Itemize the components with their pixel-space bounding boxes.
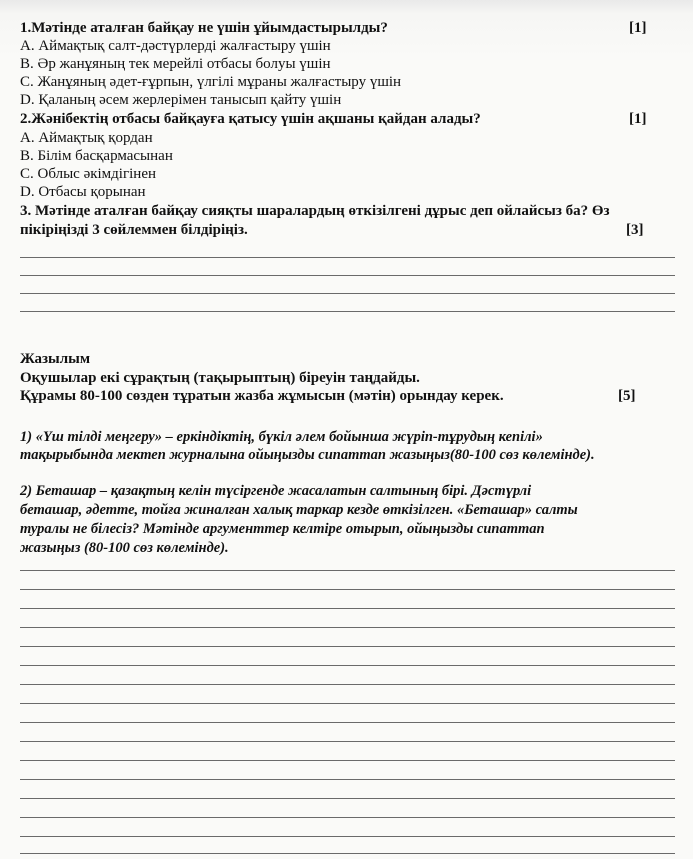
answer-line[interactable] <box>20 589 675 590</box>
answer-line[interactable] <box>20 684 675 685</box>
answer-line[interactable] <box>20 836 675 837</box>
answer-line[interactable] <box>20 608 675 609</box>
topic-1-line-1: 1) «Үш тілді меңгеру» – еркіндіктің, бүкіл әлем бойынша жүріп-тұрудың кепілі» <box>20 429 543 445</box>
answer-line[interactable] <box>20 665 675 666</box>
answer-line[interactable] <box>20 779 675 780</box>
question-3-mark: [3] <box>626 222 644 238</box>
answer-line[interactable] <box>20 275 675 276</box>
answer-line[interactable] <box>20 741 675 742</box>
question-3-line-1: 3. Мәтінде аталған байқау сияқты шаралардың өткізілгені дұрыс деп ойлайсыз ба? Өз <box>20 203 610 219</box>
answer-line[interactable] <box>20 760 675 761</box>
question-3-line-2: пікіріңізді 3 сөйлеммен білдіріңіз. <box>20 222 248 238</box>
answer-line[interactable] <box>20 646 675 647</box>
question-2-option-d: D. Отбасы қорынан <box>20 184 146 200</box>
topic-2-line-1: 2) Беташар – қазақтың келін түсіргенде жасалатын салтының бірі. Дәстүрлі <box>20 483 532 499</box>
answer-line[interactable] <box>20 722 675 723</box>
topic-2-line-3: туралы не білесіз? Мәтінде аргументтер келтіре отырып, ойыңызды сипаттап <box>20 521 545 537</box>
question-1-option-a: A. Аймақтық салт-дәстүрлерді жалғастыру үшін <box>20 38 331 54</box>
writing-instruction-1: Оқушылар екі сұрақтың (тақырыптың) біреуін таңдайды. <box>20 370 420 386</box>
question-2-option-a: A. Аймақтық қордан <box>20 130 153 146</box>
question-2-option-b: B. Білім басқармасынан <box>20 148 173 164</box>
writing-mark: [5] <box>618 388 636 404</box>
answer-line[interactable] <box>20 853 675 854</box>
writing-instruction-2: Құрамы 80-100 сөзден тұратын жазба жұмысын (мәтін) орындау керек. <box>20 388 504 404</box>
topic-2-line-2: беташар, әдетте, тойға жиналған халық таркар кезде өткізілген. «Беташар» салты <box>20 502 578 518</box>
question-2-mark: [1] <box>629 111 647 127</box>
answer-line[interactable] <box>20 257 675 258</box>
answer-line[interactable] <box>20 311 675 312</box>
question-2-title: 2.Жәнібектің отбасы байқауға қатысу үшін ақшаны қайдан алады? <box>20 111 481 127</box>
answer-line[interactable] <box>20 627 675 628</box>
topic-2-line-4: жазыңыз (80-100 сөз көлемінде). <box>20 540 229 556</box>
question-1-mark: [1] <box>629 20 647 36</box>
question-1-option-d: D. Қаланың әсем жерлерімен танысып қайту үшін <box>20 92 342 108</box>
question-1-option-c: C. Жанұяның әдет-ғұрпын, үлгілі мұраны жалғастыру үшін <box>20 74 402 90</box>
answer-line[interactable] <box>20 293 675 294</box>
answer-line[interactable] <box>20 703 675 704</box>
topic-1-line-2: тақырыбында мектеп журналына ойыңызды сипаттап жазыңыз(80-100 сөз көлемінде). <box>20 447 595 463</box>
answer-line[interactable] <box>20 817 675 818</box>
answer-line[interactable] <box>20 798 675 799</box>
question-2-option-c: C. Облыс әкімдігінен <box>20 166 157 182</box>
answer-line[interactable] <box>20 570 675 571</box>
question-1-option-b: B. Әр жанұяның тек мерейлі отбасы болуы үшін <box>20 56 331 72</box>
question-1-title: 1.Мәтінде аталған байқау не үшін ұйымдастырылды? <box>20 20 388 36</box>
writing-heading: Жазылым <box>20 351 91 367</box>
